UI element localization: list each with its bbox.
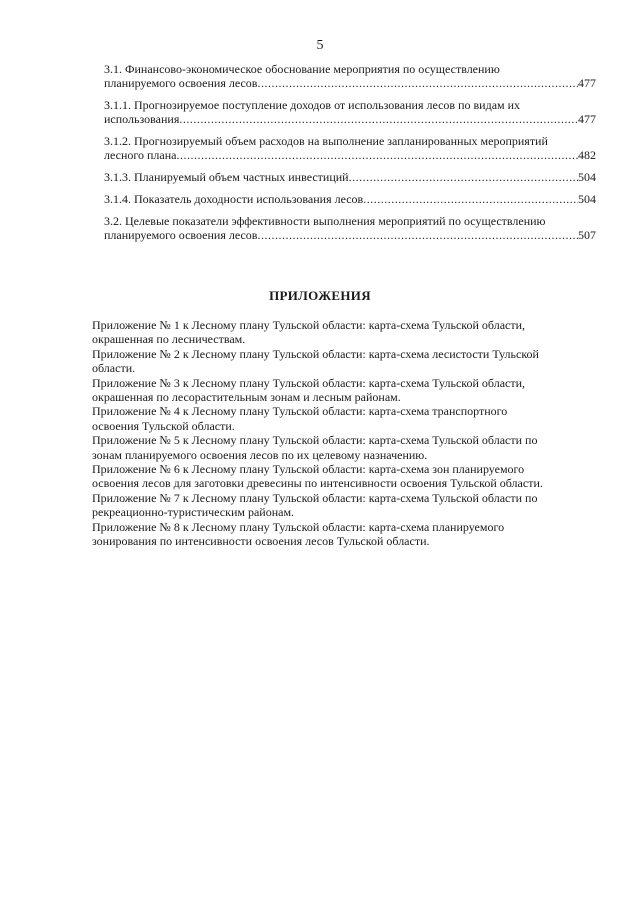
- toc-dot-leader: [176, 148, 578, 162]
- appendix-item-7: [92, 491, 598, 520]
- appendix-line: Приложение № 7 к Лесному плану Тульской области: карта-схема Тульской области по: [92, 490, 538, 505]
- appendix-line: Приложение № 1 к Лесному плану Тульской области: карта-схема Тульской области,: [92, 318, 526, 332]
- toc-entry-title-line: [104, 62, 596, 76]
- appendix-item-2: [92, 347, 598, 376]
- appendix-line: области.: [92, 361, 136, 376]
- toc-entry-title: 3.1.3. Планируемый объем частных инвестиций: [104, 170, 349, 184]
- toc-page-number: 482: [578, 148, 596, 162]
- toc-entry-leader-line: [104, 192, 596, 206]
- toc-page-number: 477: [578, 76, 596, 90]
- appendix-line: освоения лесов для заготовки древесины по интенсивности освоения Тульской области.: [92, 476, 543, 491]
- toc-entry-leader-line: [104, 148, 596, 162]
- toc-entry-leader-line: [104, 76, 596, 90]
- toc-entry-title-line: [104, 98, 596, 112]
- toc-page-number: 507: [578, 228, 596, 242]
- appendix-item-3: [92, 376, 598, 405]
- appendices-list: [92, 318, 598, 549]
- toc-entry-title-line: [104, 214, 596, 228]
- toc-entry-3-1-1: [104, 98, 596, 126]
- toc-entry-leader-line: [104, 228, 596, 242]
- appendix-line: зонирования по интенсивности освоения лесов Тульской области.: [92, 534, 430, 549]
- toc-entry-title-continued: лесного плана: [104, 148, 177, 162]
- appendix-line: Приложение № 2 к Лесному плану Тульской области: карта-схема лесистости Тульской: [92, 346, 539, 361]
- table-of-contents: [104, 62, 596, 250]
- appendix-line: Приложение № 3 к Лесному плану Тульской области: карта-схема Тульской области,: [92, 375, 526, 390]
- appendix-line: окрашенная по лесничествам.: [92, 332, 246, 347]
- toc-entry-3-1-4: [104, 192, 596, 206]
- toc-entry-title: 3.1. Финансово-экономическое обоснование мероприятия по осуществлению: [104, 62, 500, 76]
- toc-entry-title-continued: использования: [104, 112, 180, 126]
- appendix-line: Приложение № 4 к Лесному плану Тульской области: карта-схема транспортного: [92, 404, 508, 419]
- toc-dot-leader: [363, 192, 578, 206]
- appendix-line: освоения Тульской области.: [92, 418, 235, 433]
- toc-entry-3-1: [104, 62, 596, 90]
- toc-entry-title: 3.1.1. Прогнозируемое поступление доходов от использования лесов по видам их: [104, 98, 521, 112]
- appendix-item-1: [92, 318, 598, 347]
- toc-dot-leader: [349, 170, 578, 184]
- toc-entry-title-continued: планируемого освоения лесов: [104, 228, 258, 242]
- toc-dot-leader: [257, 228, 578, 242]
- toc-entry-3-2: [104, 214, 596, 242]
- toc-page-number: 504: [578, 170, 596, 184]
- toc-page-number: 504: [578, 192, 596, 206]
- appendix-item-5: [92, 433, 598, 462]
- toc-entry-title-line: [104, 134, 596, 148]
- toc-dot-leader: [179, 112, 578, 126]
- appendix-item-4: [92, 404, 598, 433]
- appendix-line: окрашенная по лесорастительным зонам и лесным районам.: [92, 390, 401, 405]
- toc-entry-leader-line: [104, 112, 596, 126]
- toc-entry-title: 3.1.2. Прогнозируемый объем расходов на выполнение запланированных мероприятий: [104, 134, 548, 148]
- toc-entry-3-1-3: [104, 170, 596, 184]
- appendix-line: Приложение № 5 к Лесному плану Тульской области: карта-схема Тульской области по: [92, 433, 538, 448]
- toc-page-number: 477: [578, 112, 596, 126]
- appendix-item-6: [92, 462, 598, 491]
- appendix-line: рекреационно-туристическим районам.: [92, 505, 295, 520]
- appendix-item-8: [92, 520, 598, 549]
- toc-dot-leader: [257, 76, 578, 90]
- appendices-heading: ПРИЛОЖЕНИЯ: [269, 288, 371, 303]
- toc-entry-title: 3.1.4. Показатель доходности использования лесов: [104, 192, 364, 206]
- toc-entry-3-1-2: [104, 134, 596, 162]
- appendix-line: Приложение № 6 к Лесному плану Тульской области: карта-схема зон планируемого: [92, 462, 525, 477]
- appendix-line: Приложение № 8 к Лесному плану Тульской области: карта-схема планируемого: [92, 519, 505, 534]
- appendix-line: зонам планируемого освоения лесов по их целевому назначению.: [92, 447, 428, 462]
- toc-entry-title-continued: планируемого освоения лесов: [104, 76, 258, 90]
- toc-entry-leader-line: [104, 170, 596, 184]
- toc-entry-title: 3.2. Целевые показатели эффективности выполнения мероприятий по осуществлению: [104, 214, 546, 228]
- page-number: 5: [316, 38, 324, 53]
